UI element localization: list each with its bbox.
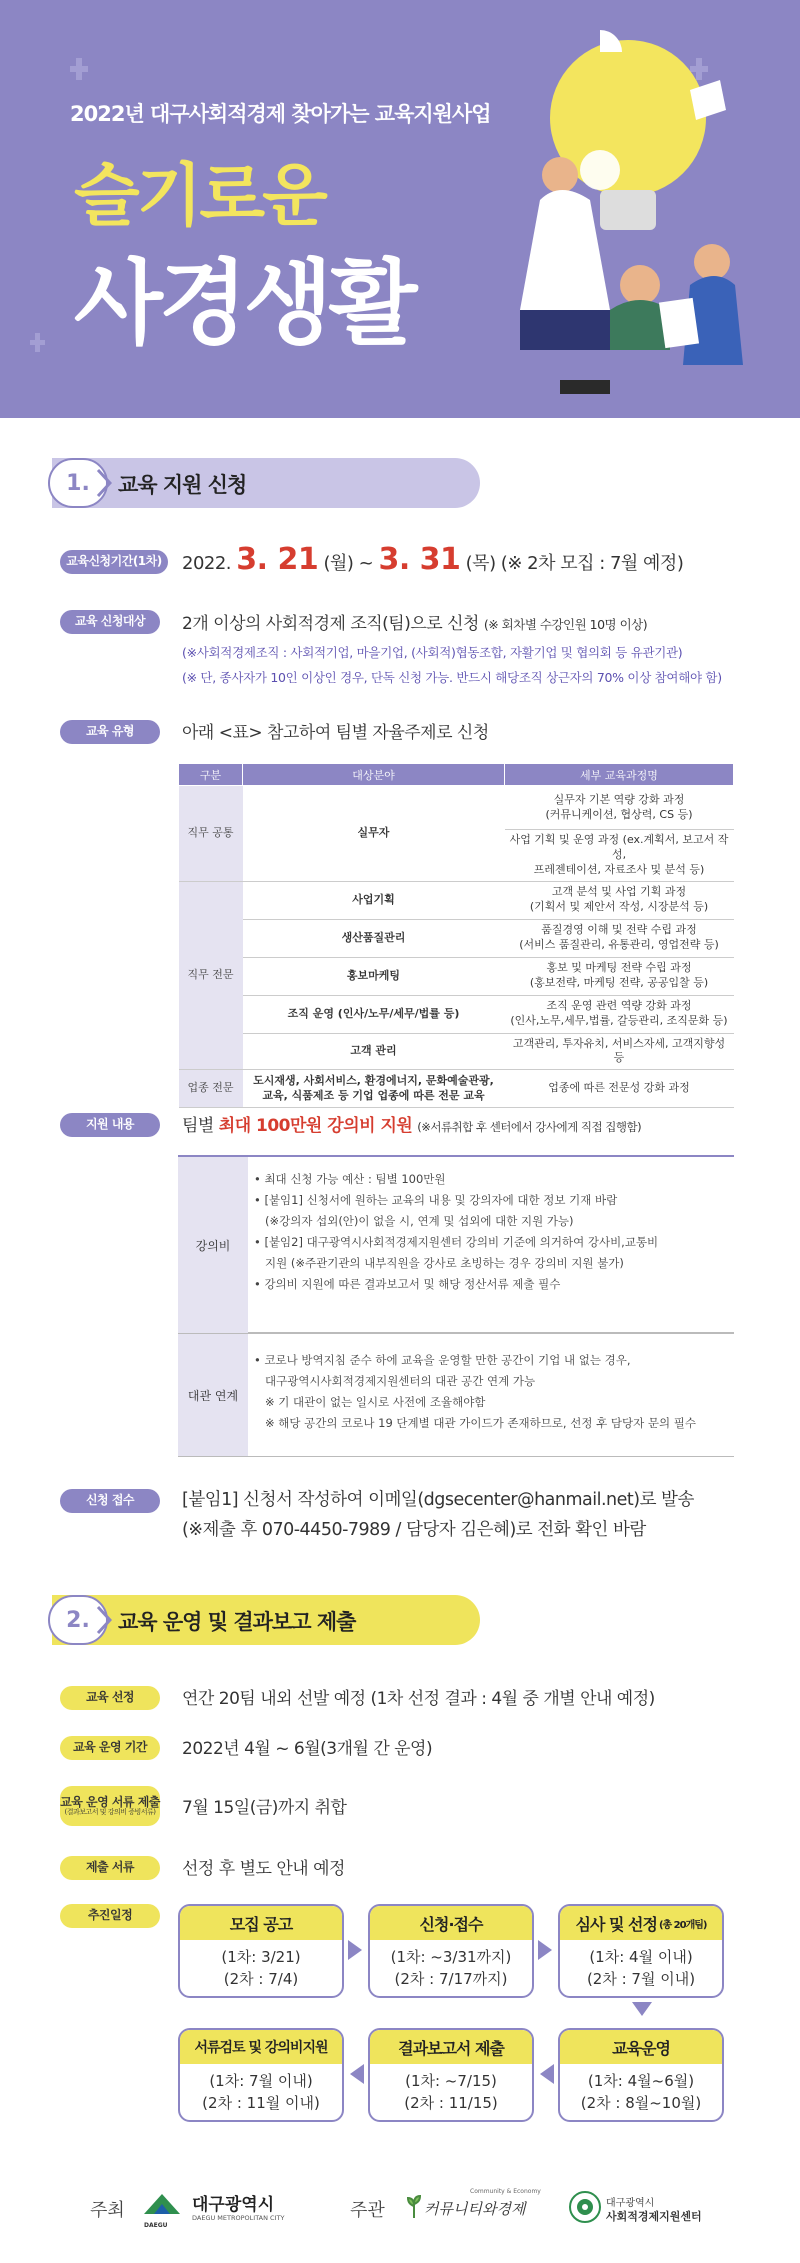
schedule-step-apply xyxy=(368,1904,534,1998)
docs-label xyxy=(60,1786,160,1826)
period-text: 2022년 4월 ~ 6월(3개월 간 운영) xyxy=(182,1739,433,1759)
edu-type-text: 아래 <표> 참고하여 팀별 자율주제로 신청 xyxy=(182,723,489,743)
section1-header-bar xyxy=(52,458,480,508)
table-detail: 업종에 따른 전문성 강화 과정 xyxy=(505,1070,734,1108)
period-label: 교육 운영 기간 xyxy=(60,1736,160,1760)
table-detail: 조직 운영 관련 역량 강화 과정 (인사,노무,세무,법률, 갈등관리, 조직문화 등) xyxy=(505,995,734,1033)
host-name-en: DAEGU METROPOLITAN CITY xyxy=(192,2214,285,2222)
venue-box xyxy=(178,1333,734,1457)
step-line1: (1차: ~3/31까지) xyxy=(390,1948,512,1966)
daegu-logo-text: DAEGU xyxy=(144,2222,168,2229)
list-item: • 강의비 지원에 따른 결과보고서 및 해당 정산서류 제출 필수 xyxy=(254,1277,561,1291)
table-field: 홍보마케팅 xyxy=(243,957,505,995)
schedule-step-operation xyxy=(558,2028,724,2122)
list-item: • [붙임2] 대구광역시사회적경제지원센터 강의비 기준에 의거하여 강사비,교통비 xyxy=(254,1235,659,1249)
section1-title: 교육 지원 신청 xyxy=(118,473,247,497)
apply-period-label: 교육신청기간(1차) xyxy=(60,550,168,574)
step-line2: (2차 : 11월 이내) xyxy=(202,2094,320,2112)
list-item-text: [붙임1] 신청서에 원하는 교육의 내용 및 강의자에 대한 정보 기재 바람 xyxy=(264,1193,618,1207)
arrow-right-icon xyxy=(536,1938,556,1962)
lecture-fee-label: 강의비 xyxy=(178,1157,248,1333)
list-item: • 최대 신청 가능 예산 : 팀별 100만원 xyxy=(254,1172,446,1186)
table-row xyxy=(179,957,734,995)
step-title xyxy=(560,1906,722,1940)
venue-list xyxy=(254,1350,696,1434)
step-line2: (2차 : 7/17까지) xyxy=(394,1970,508,1988)
center-logo-icon xyxy=(568,2190,602,2224)
hero-title-line1: 슬기로운 xyxy=(74,157,325,236)
daegu-logo-icon xyxy=(140,2190,186,2226)
support-label: 지원 내용 xyxy=(60,1113,160,1137)
selection-text: 연간 20팀 내외 선발 예정 (1차 선정 결과 : 4월 중 개별 안내 예정) xyxy=(182,1689,655,1709)
list-item-text: 강의비 지원에 따른 결과보고서 및 해당 정산서류 제출 필수 xyxy=(264,1277,561,1291)
hero-banner xyxy=(0,0,800,418)
schedule-label: 추진일정 xyxy=(60,1904,160,1928)
step-title-main: 심사 및 선정 xyxy=(575,1914,657,1934)
step-line2: (2차 : 8월~10월) xyxy=(580,2094,702,2112)
list-item xyxy=(254,1211,658,1232)
list-item-text: (※강의자 섭외(안)이 없을 시, 연계 및 섭외에 대한 지원 가능) xyxy=(265,1214,574,1228)
target-text xyxy=(182,609,647,634)
table-row xyxy=(179,919,734,957)
table-header: 구분 xyxy=(179,764,243,786)
docs-label-main: 교육 운영 서류 제출 xyxy=(60,1794,160,1809)
venue-label: 대관 연계 xyxy=(178,1334,248,1456)
support-note: (※서류취합 후 센터에서 강사에게 직접 집행함) xyxy=(417,1120,642,1134)
step-title: 결과보고서 제출 xyxy=(370,2030,532,2064)
list-item-text: [붙임2] 대구광역시사회적경제지원센터 강의비 기준에 의거하여 강사비,교통비 xyxy=(264,1235,659,1249)
list-item xyxy=(254,1413,696,1434)
table-detail: 사업 기획 및 운영 과정 (ex.계획서, 보고서 작성, 프레젠테이션, 자료조사 및 분석 등) xyxy=(505,830,734,882)
step-title: 신청·접수 xyxy=(370,1906,532,1940)
hero-subtitle: 2022년 대구사회적경제 찾아가는 교육지원사업 xyxy=(70,102,491,126)
target-note1: (※사회적경제조직 : 사회적기업, 마을기업, (사회적)협동조합, 자활기업 및 협의회 등 유관기관) xyxy=(182,645,683,660)
selection-label: 교육 선정 xyxy=(60,1686,160,1710)
target-label: 교육 신청대상 xyxy=(60,610,160,634)
apply-submit-text xyxy=(182,1485,694,1545)
list-item-text: 최대 신청 가능 예산 : 팀별 100만원 xyxy=(264,1172,446,1186)
table-detail: 홍보 및 마케팅 전략 수립 과정 (홍보전략, 마케팅 전략, 공공입찰 등) xyxy=(505,957,734,995)
docs-label-small: (결과보고서 및 강의비 증빙서류) xyxy=(64,1807,156,1816)
edu-type-table xyxy=(178,763,734,1108)
sprout-icon xyxy=(406,2194,422,2220)
table-header: 대상분야 xyxy=(243,764,505,786)
org1-name: 커뮤니티와경제 xyxy=(424,2200,526,2218)
table-field: 사업기획 xyxy=(243,881,505,919)
lecture-fee-box xyxy=(178,1155,734,1333)
table-field: 도시재생, 사회서비스, 환경에너지, 문화예술관광, 교육, 식품제조 등 기업 업종에 따른 전문 교육 xyxy=(243,1070,505,1108)
list-item xyxy=(254,1371,696,1392)
host-label: 주최 xyxy=(90,2200,125,2221)
table-field: 생산품질관리 xyxy=(243,919,505,957)
target-note2: (※ 단, 종사자가 10인 이상인 경우, 단독 신청 가능. 반드시 해당조직 상근자의 70% 이상 참여해야 함) xyxy=(182,670,722,685)
step-title-small: (총 20개팀) xyxy=(658,1919,707,1931)
list-item-text: ※ 해당 공간의 코로나 19 단계별 대관 가이드가 존재하므로, 선정 후 담당자 문의 필수 xyxy=(265,1416,696,1430)
table-row xyxy=(179,881,734,919)
edu-type-label: 교육 유형 xyxy=(60,720,160,744)
apply-end-day: 3. 31 xyxy=(378,542,461,577)
submit-docs-label: 제출 서류 xyxy=(60,1856,160,1880)
step-title: 모집 공고 xyxy=(180,1906,342,1940)
table-category: 업종 전문 xyxy=(179,1070,243,1108)
table-row xyxy=(179,786,734,830)
org2-line2: 사회적경제지원센터 xyxy=(606,2210,702,2223)
list-item-text: 코로나 방역지침 준수 하에 교육을 운영할 만한 공간이 기업 내 없는 경우, xyxy=(264,1353,631,1367)
apply-submit-label: 신청 접수 xyxy=(60,1489,160,1513)
schedule-step-report xyxy=(368,2028,534,2122)
table-row xyxy=(179,1033,734,1070)
table-field: 실무자 xyxy=(243,786,505,882)
organizer-label: 주관 xyxy=(350,2200,385,2221)
step-line2: (2차 : 11/15) xyxy=(404,2094,498,2112)
table-row xyxy=(179,995,734,1033)
apply-year: 2022. xyxy=(182,553,232,574)
step-line1: (1차: 3/21) xyxy=(221,1948,301,1966)
hero-title-line2: 사경생활 xyxy=(74,250,414,357)
table-category: 직무 전문 xyxy=(179,881,243,1070)
step-line1: (1차: 7월 이내) xyxy=(209,2072,313,2090)
host-name: 대구광역시 xyxy=(192,2195,275,2215)
list-item: • 코로나 방역지침 준수 하에 교육을 운영할 만한 공간이 기업 내 없는 경우, xyxy=(254,1353,631,1367)
list-item-text: ※ 기 대관이 없는 일시로 사전에 조율해야함 xyxy=(265,1395,486,1409)
table-detail: 실무자 기본 역량 강화 과정 (커뮤니케이션, 협상력, CS 등) xyxy=(505,786,734,830)
schedule-step-document-review xyxy=(178,2028,344,2122)
support-pre: 팀별 xyxy=(182,1116,214,1136)
apply-submit-line2: (※제출 후 070-4450-7989 / 담당자 김은혜)로 전화 확인 바람 xyxy=(182,1520,646,1540)
list-item-text: 지원 (※주관기관의 내부직원을 강사로 초빙하는 경우 강의비 지원 불가) xyxy=(265,1256,624,1270)
table-field: 고객 관리 xyxy=(243,1033,505,1070)
apply-start-dow: (월) ~ xyxy=(323,553,374,574)
chevron-right-icon xyxy=(96,468,112,498)
schedule-step-review xyxy=(558,1904,724,1998)
section2-number: 2. xyxy=(48,1595,108,1645)
arrow-right-icon xyxy=(346,1938,366,1962)
list-item xyxy=(254,1392,696,1413)
step-line2: (2차 : 7/4) xyxy=(223,1970,299,1988)
list-item-text: 대구광역시사회적경제지원센터의 대관 공간 연계 가능 xyxy=(265,1374,536,1388)
target-main-note: (※ 회차별 수강인원 10명 이상) xyxy=(483,617,648,632)
apply-start-day: 3. 21 xyxy=(236,542,319,577)
table-field: 조직 운영 (인사/노무/세무/법률 등) xyxy=(243,995,505,1033)
schedule-step-recruit xyxy=(178,1904,344,1998)
table-row xyxy=(179,1070,734,1108)
table-detail: 고객관리, 투자유치, 서비스자세, 고객지향성 등 xyxy=(505,1033,734,1070)
step-line1: (1차: 4월~6월) xyxy=(587,2072,695,2090)
org1-small: Community & Economy xyxy=(470,2188,541,2195)
submit-docs-text: 선정 후 별도 안내 예정 xyxy=(182,1859,345,1879)
step-line2: (2차 : 7월 이내) xyxy=(586,1970,696,1988)
table-detail: 품질경영 이해 및 전략 수립 과정 (서비스 품질관리, 유통관리, 영업전략 등) xyxy=(505,919,734,957)
apply-submit-line1: [붙임1] 신청서 작성하여 이메일(dgsecenter@hanmail.net)로 발송 xyxy=(182,1490,694,1510)
apply-period-text xyxy=(182,542,683,577)
section1-number: 1. xyxy=(48,458,108,508)
section2-title: 교육 운영 및 결과보고 제출 xyxy=(118,1610,356,1634)
docs-text: 7월 15일(금)까지 취합 xyxy=(182,1798,347,1818)
support-emphasis: 최대 100만원 강의비 지원 xyxy=(218,1116,413,1136)
lecture-fee-list xyxy=(254,1169,658,1295)
arrow-left-icon xyxy=(536,2062,556,2086)
org2-line1: 대구광역시 xyxy=(606,2198,655,2209)
arrow-down-icon xyxy=(630,2000,654,2020)
step-title: 교육운영 xyxy=(560,2030,722,2064)
step-title: 서류검토 및 강의비지원 xyxy=(180,2030,342,2064)
target-main: 2개 이상의 사회적경제 조직(팀)으로 신청 xyxy=(182,614,479,634)
list-item: • [붙임1] 신청서에 원하는 교육의 내용 및 강의자에 대한 정보 기재 바람 xyxy=(254,1193,618,1207)
arrow-left-icon xyxy=(346,2062,366,2086)
support-text xyxy=(182,1111,641,1136)
apply-end-rest: (목) (※ 2차 모집 : 7월 예정) xyxy=(465,553,684,574)
step-line1: (1차: 4월 이내) xyxy=(589,1948,693,1966)
chevron-right-icon xyxy=(96,1605,112,1635)
table-detail: 고객 분석 및 사업 기획 과정 (기획서 및 제안서 작성, 시장분석 등) xyxy=(505,881,734,919)
step-line1: (1차: ~7/15) xyxy=(405,2072,497,2090)
table-header: 세부 교육과정명 xyxy=(505,764,734,786)
table-category: 직무 공통 xyxy=(179,786,243,882)
list-item xyxy=(254,1253,658,1274)
